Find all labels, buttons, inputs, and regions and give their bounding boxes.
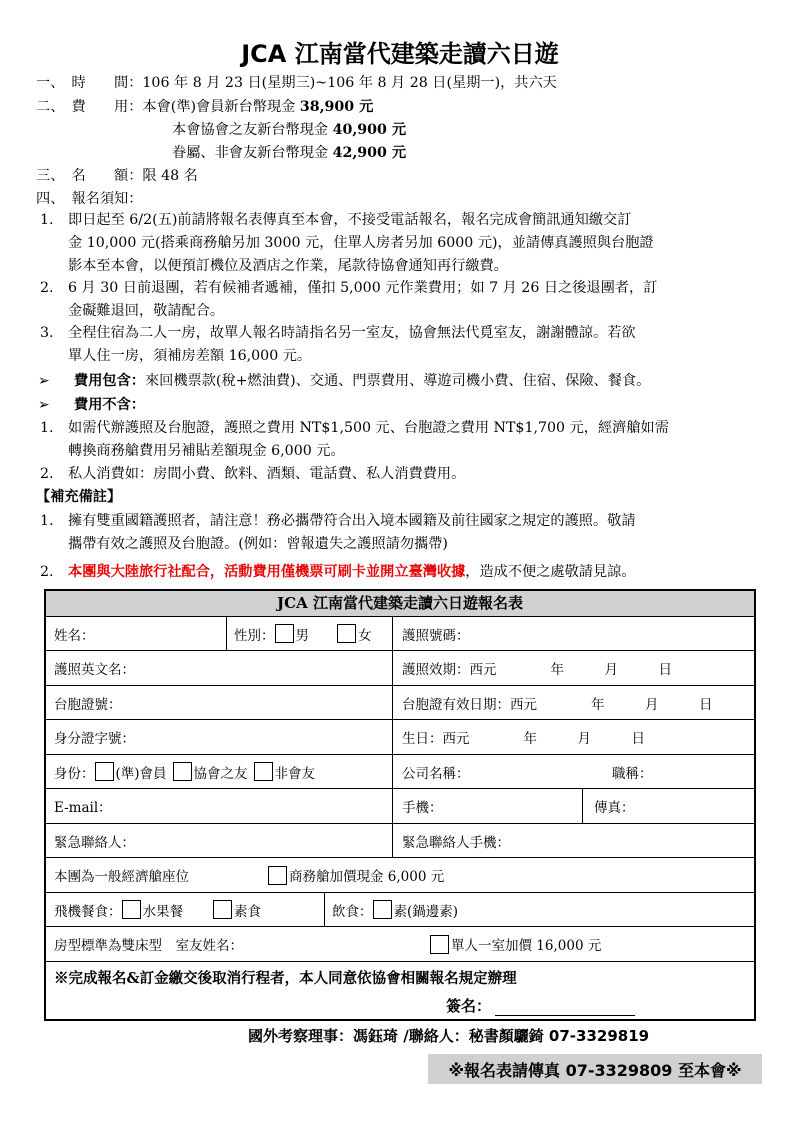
supplement-1-line1: 1. 擁有雙重國籍護照者，請注意！務必攜帶符合出入境本國籍及前往國家之規定的護照。敬請 — [40, 513, 636, 529]
form-row-identity — [46, 755, 754, 789]
emergency-contact-label: 緊急聯絡人： — [54, 834, 135, 851]
time-label: 一、 時 間： — [36, 75, 143, 91]
fee-label: 二、 費 用： — [36, 99, 143, 115]
excluded-1-line2: 轉換商務艙費用另補貼差額現金 6,000 元。 — [68, 443, 345, 459]
fee2-text: 本會協會之友新台幣現金 — [172, 122, 333, 138]
seat-label: 本團為一般經濟艙座位 — [54, 869, 189, 885]
supplement-red-note: 本團與大陸旅行社配合，活動費用僅機票可刷卡並開立臺灣收據 — [68, 564, 466, 580]
signature-line[interactable] — [495, 999, 635, 1016]
fee3-amount: 42,900 元 — [332, 145, 407, 161]
email-label: E-mail： — [54, 800, 112, 816]
gender-field: 性別： 男 女 — [234, 617, 372, 650]
meal-field: 飛機餐食： 水果餐 素食 — [54, 893, 261, 926]
section-quota — [36, 167, 198, 186]
business-option: 商務艙加價現金 6,000 元 — [268, 858, 444, 892]
form-row-english-name — [46, 651, 754, 686]
supplement-2: 2. 本團與大陸旅行社配合，活動費用僅機票可刷卡並開立臺灣收據，造成不便之處敬請見諒。 — [40, 564, 636, 580]
bullet-icon: ➢ — [38, 373, 50, 389]
passport-no-label: 護照號碼： — [402, 627, 470, 644]
note-3-line1: 3. 全程住宿為二人一房，故單人報名時請指名另一室友，協會無法代覓室友，謝謝體諒。若欲 — [40, 325, 636, 341]
registration-form — [44, 589, 756, 1021]
fruit-meal-checkbox[interactable] — [122, 900, 141, 919]
emergency-mobile-label: 緊急聯絡人手機： — [402, 834, 510, 851]
fax-label: 傳真： — [594, 800, 635, 816]
page-title: JCA 江南當代建築走讀六日遊 — [241, 40, 559, 68]
supplement-heading: 【補充備註】 — [36, 489, 122, 505]
quota-label: 三、 名 額： — [36, 168, 143, 184]
time-text: 106 年 8 月 23 日(星期三)~106 年 8 月 28 日(星期一)，共六天 — [142, 75, 557, 91]
agreement-text: ※完成報名&訂金繳交後取消行程者，本人同意依協會相關報名規定辦理 — [54, 970, 517, 987]
birthday-label: 生日：西元 年 月 日 — [402, 731, 645, 747]
non-member-checkbox[interactable] — [254, 762, 273, 781]
male-checkbox[interactable] — [275, 624, 294, 643]
contact-info: 國外考察理事：馮鈺琦 /聯絡人：秘書顏驪錡 07-3329819 — [248, 1027, 650, 1045]
quota-text: 限 48 名 — [142, 168, 198, 184]
form-row-tw-permit — [46, 686, 754, 720]
form-row-meal — [46, 893, 754, 927]
form-row-room — [46, 927, 754, 962]
single-room-option: 單人一室加價 16,000 元 — [430, 927, 601, 961]
tw-permit-label: 台胞證號： — [54, 696, 122, 713]
veg-meal-checkbox[interactable] — [213, 900, 232, 919]
supplement-1-line2: 攜帶有效之護照及台胞證。(例如：曾報遺失之護照請勿攜帶) — [68, 536, 448, 552]
note-1-line1: 1. 即日起至 6/2(五)前請將報名表傳真至本會，不接受電話報名，報名完成會簡訊通知繳交訂 — [40, 212, 632, 228]
fax-note: ※報名表請傳真 07-3329809 至本會※ — [428, 1054, 762, 1084]
form-row-id — [46, 720, 754, 755]
section-time — [36, 74, 557, 93]
female-checkbox[interactable] — [337, 624, 356, 643]
name-label: 姓名： — [54, 627, 95, 644]
bullet-icon: ➢ — [38, 397, 50, 413]
fee2-line — [172, 121, 406, 140]
member-checkbox[interactable] — [95, 762, 114, 781]
fee-included: ➢ 費用包含：來回機票款(稅+燃油費)、交通、門票費用、導遊司機小費、住宿、保險、餐食。 — [38, 373, 651, 389]
fee1-text: 本會(準)會員新台幣現金 — [142, 99, 300, 115]
english-name-label: 護照英文名： — [54, 662, 135, 678]
single-room-checkbox[interactable] — [430, 935, 449, 954]
job-title-label: 職稱： — [612, 765, 653, 782]
form-row-name — [46, 617, 754, 651]
form-row-seat — [46, 858, 754, 893]
fee1-amount: 38,900 元 — [299, 99, 374, 115]
form-row-emergency — [46, 824, 754, 858]
note-2-line1: 2. 6 月 30 日前退團，若有候補者遞補，僅扣 5,000 元作業費用；如 7 月 26 日之後退團者，訂 — [40, 280, 658, 296]
excluded-1-line1: 1. 如需代辦護照及台胞證，護照之費用 NT$1,500 元、台胞證之費用 NT$1,700 元，經濟艙如需 — [40, 420, 669, 436]
id-no-label: 身分證字號： — [54, 731, 135, 747]
signature-field: 簽名： — [446, 995, 635, 1016]
company-label: 公司名稱： — [402, 765, 470, 782]
diet-field: 飲食： 素(鍋邊素) — [332, 893, 458, 926]
form-row-email — [46, 789, 754, 824]
identity-field: 身份： (準)會員 協會之友 非會友 — [54, 755, 315, 788]
fee3-line — [172, 144, 406, 163]
excluded-2-line1: 2. 私人消費如：房間小費、飲料、酒類、電話費、私人消費費用。 — [40, 466, 466, 482]
section-notes-label: 四、 報名須知： — [36, 191, 143, 207]
friend-checkbox[interactable] — [173, 762, 192, 781]
fee-excluded: ➢ 費用不含： — [38, 397, 145, 413]
section-fee — [36, 98, 373, 117]
note-1-line3: 影本至本會，以便預訂機位及酒店之作業，尾款待協會通知再行繳費。 — [68, 258, 508, 274]
passport-expiry-label: 護照效期：西元 年 月 日 — [402, 662, 672, 678]
tw-permit-expiry-label: 台胞證有效日期：西元 年 月 日 — [402, 696, 713, 713]
note-2-line2: 金礙難退回，敬請配合。 — [68, 303, 225, 319]
fee2-amount: 40,900 元 — [332, 122, 407, 138]
mobile-label: 手機： — [402, 800, 443, 816]
veg-pot-checkbox[interactable] — [373, 900, 392, 919]
note-3-line2: 單人住一房，須補房差額 16,000 元。 — [68, 348, 312, 364]
form-title: JCA 江南當代建築走讀六日遊報名表 — [46, 591, 754, 617]
fee3-text: 眷屬、非會友新台幣現金 — [172, 145, 333, 161]
room-label: 房型標準為雙床型 室友姓名： — [54, 938, 243, 954]
business-checkbox[interactable] — [268, 866, 287, 885]
note-1-line2: 金 10,000 元(搭乘商務艙另加 3000 元，住單人房者另加 6000 元)，並請傳真護照與台胞證 — [68, 235, 654, 251]
